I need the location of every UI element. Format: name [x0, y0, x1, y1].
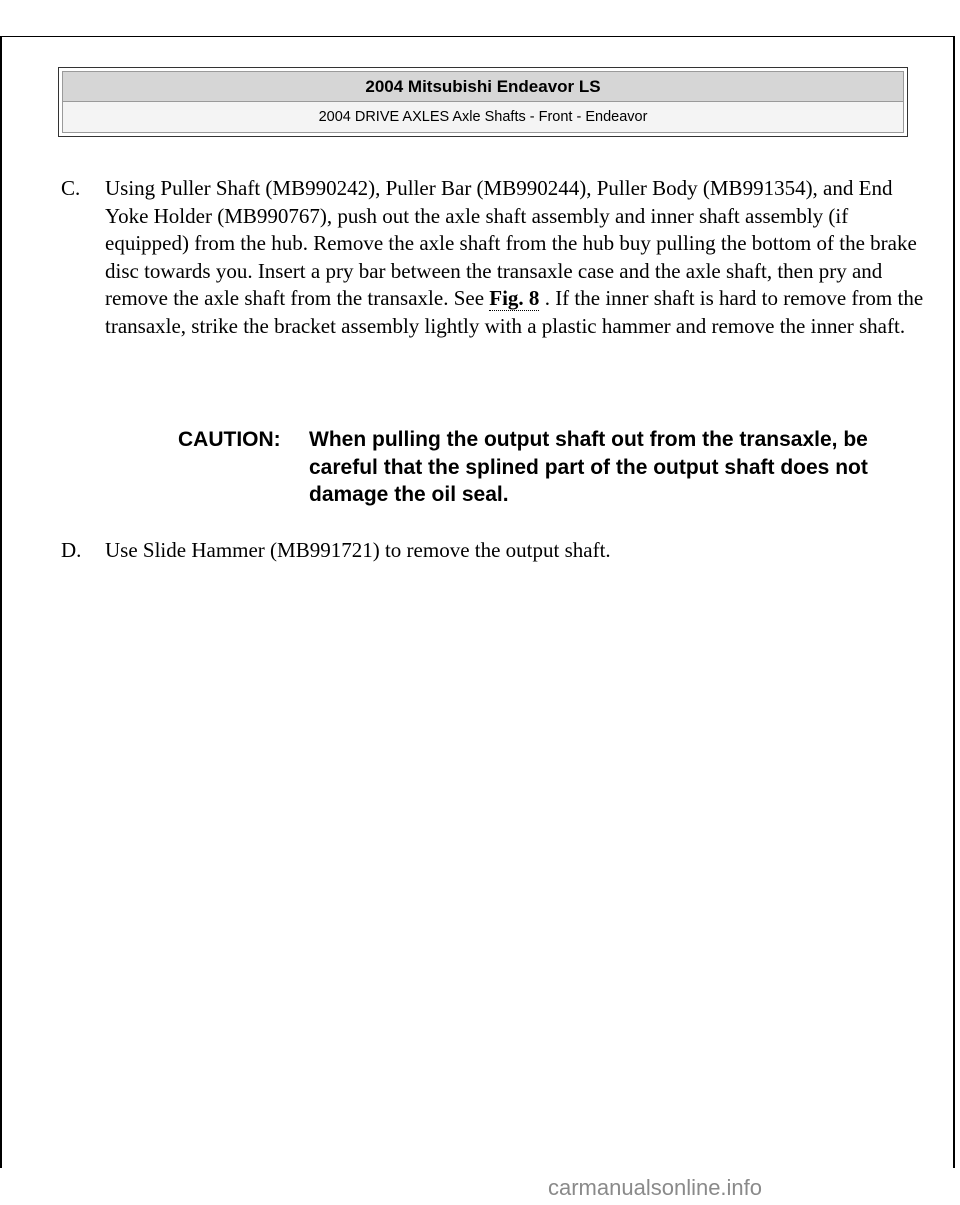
header-subtitle: 2004 DRIVE AXLES Axle Shafts - Front - Endeavor	[63, 102, 903, 132]
site-watermark: carmanualsonline.info	[548, 1175, 763, 1200]
document-header	[58, 67, 908, 137]
step-c-text-after: . If the inner shaft is hard to remove from the transaxle, strike the bracket assembly lightly with a plastic hammer and remove the inner shaft.	[105, 286, 924, 338]
step-c-text-before: Using Puller Shaft (MB990242), Puller Bar (MB990244), Puller Body (MB991354), and End Yoke Holder (MB990767), push out the axle shaft assembly and inner shaft assembly (if equipped) from the hub. Remove the axle shaft from the hub buy pulling the bottom of the brake disc towards you. Insert a pry bar between the transaxle case and the axle shaft, then pry and remove the axle shaft from the transaxle. See	[105, 176, 917, 311]
step-d-text: Use Slide Hammer (MB991721) to remove the output shaft.	[105, 538, 611, 562]
step-d-letter: D.	[61, 538, 82, 562]
caution-text: When pulling the output shaft out from the transaxle, be careful that the splined part of the output shaft does not damage the oil seal.	[309, 428, 868, 506]
header-title: 2004 Mitsubishi Endeavor LS	[63, 72, 903, 102]
step-c-letter: C.	[61, 176, 81, 200]
header-inner	[62, 71, 904, 133]
caution-label: CAUTION:	[178, 428, 281, 451]
step-c-text	[105, 175, 925, 341]
fig-8-link[interactable]: Fig. 8	[489, 286, 540, 311]
